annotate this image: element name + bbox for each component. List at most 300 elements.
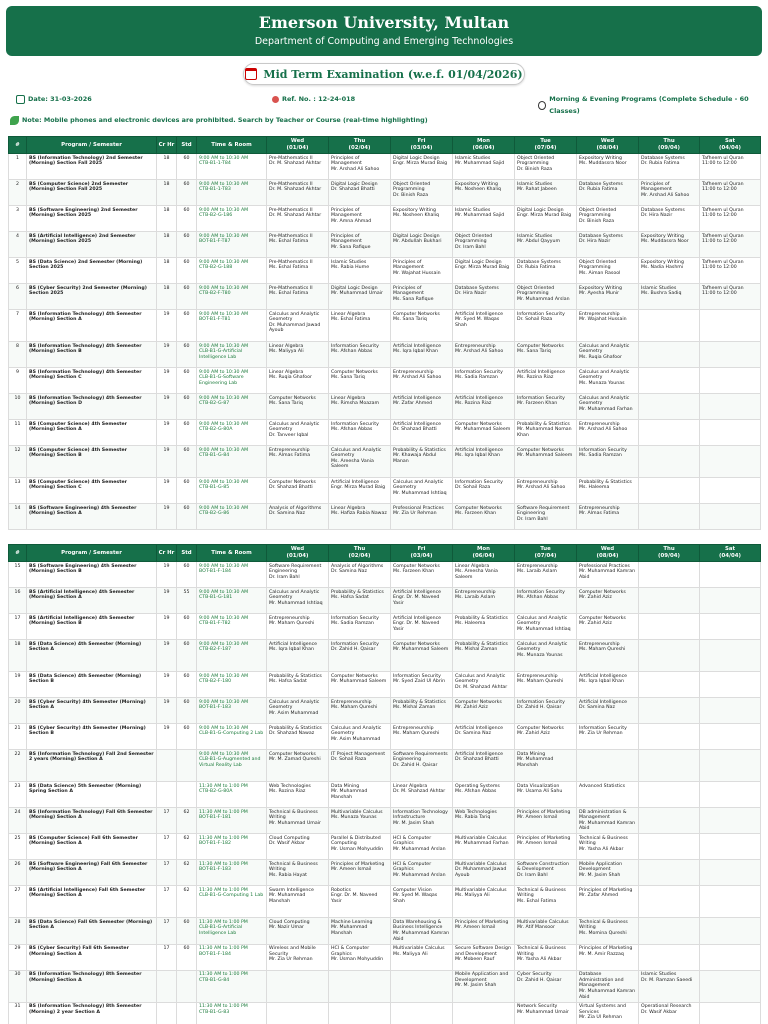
row-number: 6 xyxy=(9,284,27,310)
exam-cell: Digital Logic Design Engr. Mirza Murad Baig xyxy=(453,258,515,284)
exam-cell: Professional Practices Mr. Muhammad Kamran Abid xyxy=(577,562,639,588)
exam-cell xyxy=(639,860,700,886)
exam-cell: Robotics Engr. Dr. M. Naveed Yasir xyxy=(329,886,391,918)
exam-cell: Artificial Intelligence Mr. Zafar Ahmed xyxy=(391,394,453,420)
credit-hours: 19 xyxy=(157,394,177,420)
time-room: 9:00 AM to 10:30 AM CTB-B2-F-187 xyxy=(197,640,267,672)
table-row xyxy=(9,750,761,782)
exam-cell: Network Security Mr. Muhammad Umair xyxy=(515,1002,577,1024)
exam-cell xyxy=(700,724,761,750)
student-count: 60 xyxy=(177,206,197,232)
column-header: # xyxy=(9,545,27,562)
program-semester: BS (Information Technology) 4th Semester (Morning) Section B xyxy=(27,342,157,368)
exam-cell: Tafheem ul Quran 11:00 to 12:00 xyxy=(700,154,761,180)
exam-cell: Probability & Statistics Mr. Khawaja Abdul Manan xyxy=(391,446,453,478)
exam-cell: Artificial Intelligence Ms. Rozina Riaz xyxy=(453,394,515,420)
exam-cell: Expository Writing Ms. Nadia Hashmi xyxy=(639,258,700,284)
exam-cell: Artificial Intelligence Ms. Iqra Iqbal Khan xyxy=(267,640,329,672)
credit-hours: 18 xyxy=(157,232,177,258)
credit-hours: 19 xyxy=(157,562,177,588)
time-room: 9:00 AM to 10:30 AM CTB-B1-1-T83 xyxy=(197,180,267,206)
exam-cell: Computer Networks Mr. Zahid Aziz xyxy=(577,614,639,640)
student-count xyxy=(177,782,197,808)
program-semester: BS (Information Technology) 8th Semester (Morning) 2 year Section A xyxy=(27,1002,157,1024)
program-semester: BS (Software Engineering) 2nd Semester (Morning) Section 2025 xyxy=(27,206,157,232)
exam-cell: Database Systems Dr. Hira Nazir xyxy=(639,206,700,232)
exam-cell: Artificial Intelligence Dr. Shahzad Bhatti xyxy=(453,750,515,782)
program-semester: BS (Information Technology) Fall 6th Semester (Morning) Section A xyxy=(27,808,157,834)
exam-cell: Probability & Statistics Ms. Haleema xyxy=(577,478,639,504)
time-room: 11:30 AM to 1:00 PM BOT-B1-F-183 xyxy=(197,860,267,886)
table-row xyxy=(9,478,761,504)
student-count: 62 xyxy=(177,860,197,886)
exam-cell xyxy=(639,614,700,640)
table-row xyxy=(9,394,761,420)
column-header: Tue (07/04) xyxy=(515,545,577,562)
student-count: 62 xyxy=(177,886,197,918)
exam-cell: Islamic Studies Ms. Bushra Sadiq xyxy=(639,284,700,310)
meta-row xyxy=(10,93,758,115)
clock-icon xyxy=(538,101,546,110)
exam-cell: Linear Algebra Dr. M. Shahzad Akhtar xyxy=(391,782,453,808)
column-header: Thu (09/04) xyxy=(639,545,700,562)
exam-cell: Calculus and Analytic Geometry Mr. Muhammad Ishtiaq xyxy=(515,614,577,640)
row-number: 24 xyxy=(9,808,27,834)
column-header: Cr Hr xyxy=(157,545,177,562)
exam-cell: Probability & Statistics Ms. Mishal Zaman xyxy=(453,640,515,672)
exam-cell: Software Requirement Engineering Dr. Iram Bahl xyxy=(515,504,577,530)
exam-cell: Technical & Business Writing Mr. Yasha Ali Akbar xyxy=(515,944,577,970)
column-header: Wed (01/04) xyxy=(267,545,329,562)
exam-cell xyxy=(639,918,700,944)
pin-icon xyxy=(272,96,279,103)
exam-cell: Virtual Systems and Services Mr. Zia Ul Rehman xyxy=(577,1002,639,1024)
exam-cell: Principles of Marketing Mr. Ameen Ismail xyxy=(453,918,515,944)
exam-cell: Object Oriented Programming Dr. Iram Bahl xyxy=(453,232,515,258)
exam-cell: Islamic Studies Mr. Muhammad Sajid xyxy=(453,154,515,180)
credit-hours: 19 xyxy=(157,724,177,750)
student-count: 60 xyxy=(177,394,197,420)
exam-cell xyxy=(639,446,700,478)
program-semester: BS (Data Science) 4th Semester (Morning) Section A xyxy=(27,640,157,672)
exam-cell: Principles of Management Ms. Sana Rafique xyxy=(391,284,453,310)
exam-cell: Pre-Mathematics II Dr. M. Shahzad Akhtar xyxy=(267,206,329,232)
exam-cell: Information Technology Infrastructure Mr. M. Jasim Shah xyxy=(391,808,453,834)
time-room: 9:00 AM to 10:30 AM CTB-B1-F-T82 xyxy=(197,614,267,640)
exam-cell: Computer Networks Mr. Zahid Aziz xyxy=(577,588,639,614)
exam-cell: Expository Writing Ms. Muddassra Noor xyxy=(639,232,700,258)
exam-cell xyxy=(700,782,761,808)
exam-cell: Calculus and Analytic Geometry Ms. Munaza Younas xyxy=(515,640,577,672)
exam-cell: Information Security Ms. Afshan Abbas xyxy=(515,588,577,614)
header-banner xyxy=(6,6,762,56)
credit-hours: 17 xyxy=(157,944,177,970)
exam-cell xyxy=(700,504,761,530)
exam-cell xyxy=(391,970,453,1002)
row-number: 22 xyxy=(9,750,27,782)
exam-cell xyxy=(700,860,761,886)
row-number: 3 xyxy=(9,206,27,232)
exam-cell xyxy=(700,310,761,342)
exam-cell xyxy=(639,944,700,970)
time-room: 11:30 AM to 1:00 PM CTB-B1-G-84 xyxy=(197,970,267,1002)
exam-cell: Calculus and Analytic Geometry Ms. Munaza Younas xyxy=(577,368,639,394)
exam-cell: Probability & Statistics Dr. Shahzad Nawaz xyxy=(267,724,329,750)
exam-cell: Machine Learning Mr. Muhammad Manshah xyxy=(329,918,391,944)
exam-cell: Entrepreneurship Mr. Maham Qureshi xyxy=(267,614,329,640)
table-row xyxy=(9,944,761,970)
exam-cell: Calculus and Analytic Geometry Mr. Asim Muhammad xyxy=(267,698,329,724)
exam-cell: Entrepreneurship Ms. Almas Fatima xyxy=(267,446,329,478)
credit-hours: 18 xyxy=(157,206,177,232)
student-count: 60 xyxy=(177,478,197,504)
table-row xyxy=(9,342,761,368)
exam-cell: Principles of Marketing Mr. M. Amir Razzaq xyxy=(577,944,639,970)
exam-cell xyxy=(577,750,639,782)
row-number: 8 xyxy=(9,342,27,368)
exam-cell: Islamic Studies Ms. Rabia Hume xyxy=(329,258,391,284)
exam-cell: Information Security Ms. Sadia Ramzan xyxy=(577,446,639,478)
credit-hours xyxy=(157,750,177,782)
student-count: 60 xyxy=(177,368,197,394)
exam-cell: Principles of Marketing Mr. Ameen Ismail xyxy=(329,860,391,886)
exam-cell: Data Warehousing & Business Intelligence Mr. Muhammad Kamran Abid xyxy=(391,918,453,944)
column-header: Cr Hr xyxy=(157,137,177,154)
exam-cell: Multivariable Calculus Ms. Munaza Younas xyxy=(329,808,391,834)
credit-hours: 19 xyxy=(157,368,177,394)
exam-cell xyxy=(639,750,700,782)
exam-cell xyxy=(391,1002,453,1024)
exam-cell: Information Security Dr. Zahid H. Qaisar xyxy=(515,698,577,724)
exam-cell: Tafheem ul Quran 11:00 to 12:00 xyxy=(700,232,761,258)
exam-cell xyxy=(639,562,700,588)
column-header: Wed (08/04) xyxy=(577,545,639,562)
exam-cell: Principles of Management Mr. Wajahat Hussain xyxy=(391,258,453,284)
exam-cell: Calculus and Analytic Geometry Ms. Areesha Vania Saleem xyxy=(329,446,391,478)
exam-cell: Linear Algebra Ms. Maliyya Ali xyxy=(267,342,329,368)
time-room: 9:00 AM to 10:30 AM CTB-B2-G-80A xyxy=(197,420,267,446)
exam-cell xyxy=(639,310,700,342)
exam-cell xyxy=(639,394,700,420)
exam-cell: Entrepreneurship Ms. Maham Qureshi xyxy=(577,640,639,672)
exam-cell: Digital Logic Design Mr. Muhammad Umair xyxy=(329,284,391,310)
student-count: 60 xyxy=(177,284,197,310)
exam-cell: Information Security Mr. Zia Ur Rehman xyxy=(577,724,639,750)
exam-cell: Artificial Intelligence Mr. Syed M. Waqas Shah xyxy=(453,310,515,342)
exam-cell: HCI & Computer Graphics Mr. Muhammad Arslan xyxy=(391,834,453,860)
exam-cell: Principles of Management Mr. Amna Ahmad xyxy=(329,206,391,232)
column-header: Sat (04/04) xyxy=(700,545,761,562)
exam-cell: Artificial Intelligence Dr. Samina Naz xyxy=(577,698,639,724)
row-number: 17 xyxy=(9,614,27,640)
exam-cell: Artificial Intelligence Ms. Iqra Iqbal Khan xyxy=(391,342,453,368)
program-semester: BS (Data Science) Fall 6th Semester (Morning) Section A xyxy=(27,918,157,944)
exam-cell xyxy=(639,672,700,698)
program-semester: BS (Artificial Intelligence) 4th Semester (Morning) Section A xyxy=(27,588,157,614)
exam-cell: Information Security Dr. Sohail Raza xyxy=(453,478,515,504)
exam-cell: Web Technologies Ms. Rozina Riaz xyxy=(267,782,329,808)
exam-cell: Multivariable Calculus Ms. Maliyya Ali xyxy=(391,944,453,970)
exam-cell: Digital Logic Design Mr. Abdullah Bukhari xyxy=(391,232,453,258)
exam-cell: Object Oriented Programming Dr. Binish Raza xyxy=(515,154,577,180)
date-info xyxy=(16,93,92,105)
row-number: 15 xyxy=(9,562,27,588)
note-text: Note: Mobile phones and electronic devices are prohibited. Search by Teacher or Course (real-time highlighting) xyxy=(22,116,428,124)
exam-cell: Calculus and Analytic Geometry Dr. Muhammad Jawad Ayoub xyxy=(267,310,329,342)
exam-cell: Analysis of Algorithms Dr. Samina Naz xyxy=(329,562,391,588)
time-room: 9:00 AM to 10:30 AM BOT-B1-F-T87 xyxy=(197,232,267,258)
credit-hours: 19 xyxy=(157,672,177,698)
exam-cell xyxy=(700,614,761,640)
student-count xyxy=(177,750,197,782)
date-text: Date: 31-03-2026 xyxy=(28,95,92,103)
exam-cell: Information Security Dr. Zahid H. Qaisar xyxy=(329,640,391,672)
table-row xyxy=(9,420,761,446)
program-semester: BS (Computer Science) 4th Semester (Morning) Section C xyxy=(27,478,157,504)
exam-cell: Operational Research Dr. Wasif Akbar xyxy=(639,1002,700,1024)
table-row xyxy=(9,446,761,478)
row-number: 20 xyxy=(9,698,27,724)
row-number: 16 xyxy=(9,588,27,614)
row-number: 27 xyxy=(9,886,27,918)
exam-cell: Computer Networks Mr. Zahid Aziz xyxy=(515,724,577,750)
exam-cell: Islamic Studies Dr. M. Ramzan Saeedi xyxy=(639,970,700,1002)
credit-hours: 19 xyxy=(157,588,177,614)
program-semester: BS (Cyber Security) Fall 6th Semester (Morning) Section A xyxy=(27,944,157,970)
program-semester: BS (Information Technology) 4th Semester (Morning) Section C xyxy=(27,368,157,394)
exam-cell xyxy=(267,1002,329,1024)
column-header: Wed (08/04) xyxy=(577,137,639,154)
table-row xyxy=(9,672,761,698)
exam-cell: Swarm Intelligence Mr. Muhammad Manshah xyxy=(267,886,329,918)
table-row xyxy=(9,1002,761,1024)
table-row xyxy=(9,970,761,1002)
row-number: 31 xyxy=(9,1002,27,1024)
exam-cell xyxy=(639,420,700,446)
exam-cell: Advanced Statistics xyxy=(577,782,639,808)
exam-cell: Calculus and Analytic Geometry Mr. Asim Muhammad xyxy=(329,724,391,750)
column-header: Program / Semester xyxy=(27,545,157,562)
exam-cell: Technical & Business Writing Mr. Yasha Ali Akbar xyxy=(577,834,639,860)
exam-cell: Database Systems Dr. Hira Nazir xyxy=(453,284,515,310)
table-row xyxy=(9,258,761,284)
exam-cell: Digital Logic Design Engr. Mirza Murad Baig xyxy=(391,154,453,180)
program-semester: BS (Software Engineering) 4th Semester (Morning) Section A xyxy=(27,504,157,530)
exam-cell: Linear Algebra Ms. Areesha Vania Saleem xyxy=(453,562,515,588)
exam-cell: Probability & Statistics Ms. Mishal Zaman xyxy=(391,698,453,724)
exam-cell: Probability & Statistics Ms. Hafsa Sadat xyxy=(329,588,391,614)
table-row xyxy=(9,232,761,258)
exam-cell: Object Oriented Programming Mr. Muhammad Arslan xyxy=(515,284,577,310)
exam-cell: Pre-Mathematics II Dr. M. Shahzad Akhtar xyxy=(267,180,329,206)
row-number: 18 xyxy=(9,640,27,672)
time-room: 9:00 AM to 10:30 AM CTB-B1-G-85 xyxy=(197,478,267,504)
student-count: 62 xyxy=(177,834,197,860)
program-semester: BS (Computer Science) Fall 6th Semester (Morning) Section A xyxy=(27,834,157,860)
time-room: 9:00 AM to 10:30 AM CTB-B2-G-188 xyxy=(197,258,267,284)
exam-cell: Tafheem ul Quran 11:00 to 12:00 xyxy=(700,284,761,310)
exam-cell xyxy=(700,970,761,1002)
calendar-icon xyxy=(16,95,25,104)
row-number: 28 xyxy=(9,918,27,944)
exam-cell xyxy=(700,562,761,588)
note-bar xyxy=(10,114,758,126)
program-semester: BS (Artificial Intelligence) 4th Semester (Morning) Section B xyxy=(27,614,157,640)
department-name: Department of Computing and Emerging Technologies xyxy=(254,36,514,47)
column-header: Time & Room xyxy=(197,137,267,154)
row-number: 13 xyxy=(9,478,27,504)
program-semester: BS (Data Science) 2nd Semester (Morning) Section 2025 xyxy=(27,258,157,284)
exam-cell: Mobile Application Development Mr. M. Jasim Shah xyxy=(577,860,639,886)
column-header: Mon (06/04) xyxy=(453,137,515,154)
student-count: 60 xyxy=(177,724,197,750)
leaf-icon xyxy=(10,116,19,125)
column-header: Time & Room xyxy=(197,545,267,562)
program-semester: BS (Computer Science) 4th Semester (Morning) Section A xyxy=(27,420,157,446)
exam-cell: Calculus and Analytic Geometry Dr. Tanveer Iqbal xyxy=(267,420,329,446)
time-room: 9:00 AM to 10:30 AM CLB-B1-G-Artificial Intelligence Lab xyxy=(197,342,267,368)
exam-cell xyxy=(639,808,700,834)
program-semester: BS (Software Engineering) Fall 6th Semester (Morning) Section A xyxy=(27,860,157,886)
exam-cell: Computer Networks Ms. Farzeen Khan xyxy=(453,504,515,530)
credit-hours: 19 xyxy=(157,310,177,342)
table-row xyxy=(9,562,761,588)
table-row xyxy=(9,154,761,180)
time-room: 11:30 AM to 1:00 PM CTB-B2-G-80A xyxy=(197,782,267,808)
exam-cell: Database Administration and Management Mr. Muhammad Kamran Abid xyxy=(577,970,639,1002)
schedule-table-2 xyxy=(8,544,761,1024)
exam-cell: Database Systems Dr. Hira Nazir xyxy=(577,232,639,258)
university-name: Emerson University, Multan xyxy=(258,13,510,32)
credit-hours: 19 xyxy=(157,420,177,446)
table-row xyxy=(9,808,761,834)
student-count: 60 xyxy=(177,180,197,206)
credit-hours: 19 xyxy=(157,698,177,724)
exam-cell xyxy=(700,342,761,368)
exam-cell: IT Project Management Dr. Sohail Raza xyxy=(329,750,391,782)
exam-cell: Calculus and Analytic Geometry Ms. Ruqia Ghafoor xyxy=(577,342,639,368)
exam-cell: Database Systems Dr. Rubia Fatima xyxy=(515,258,577,284)
exam-cell: Wireless and Mobile Security Mr. Zia Ur Rehman xyxy=(267,944,329,970)
exam-cell: Entrepreneurship Ms. Maham Qureshi xyxy=(515,672,577,698)
program-semester: BS (Artificial Intelligence) 2nd Semester (Morning) Section 2025 xyxy=(27,232,157,258)
credit-hours: 17 xyxy=(157,886,177,918)
time-room: 9:00 AM to 10:30 AM CTB-B1-G-181 xyxy=(197,588,267,614)
exam-cell xyxy=(700,808,761,834)
column-header: # xyxy=(9,137,27,154)
exam-cell: Entrepreneurship Mr. Arshad Ali Sahoo xyxy=(577,420,639,446)
time-room: 11:30 AM to 1:00 PM BOT-B1-F-181 xyxy=(197,808,267,834)
exam-cell: Islamic Studies Mr. Rahat Jabeen xyxy=(515,180,577,206)
exam-cell: Probability & Statistics Ms. Haleema xyxy=(453,614,515,640)
student-count: 60 xyxy=(177,944,197,970)
credit-hours: 17 xyxy=(157,808,177,834)
exam-cell: Principles of Marketing Mr. Ameen Ismail xyxy=(515,834,577,860)
exam-cell xyxy=(267,970,329,1002)
exam-cell xyxy=(639,368,700,394)
student-count xyxy=(177,970,197,1002)
student-count: 60 xyxy=(177,504,197,530)
exam-cell xyxy=(639,588,700,614)
exam-cell: Object Oriented Programming Dr. Binish Raza xyxy=(577,206,639,232)
exam-cell: Computer Networks Mr. Muhammad Saleem xyxy=(329,672,391,698)
exam-cell: Database Systems Dr. Rubia Fatima xyxy=(639,154,700,180)
column-header: Std xyxy=(177,137,197,154)
exam-cell: Principles of Management Mr. Arshad Ali Sahoo xyxy=(329,154,391,180)
exam-cell: Web Technologies Ms. Rabia Tariq xyxy=(453,808,515,834)
column-header: Thu (09/04) xyxy=(639,137,700,154)
exam-cell: Computer Networks Mr. M. Zamad Qureshi xyxy=(267,750,329,782)
credit-hours: 17 xyxy=(157,834,177,860)
exam-cell: Linear Algebra Ms. Rimsha Moazam xyxy=(329,394,391,420)
program-semester: BS (Cyber Security) 4th Semester (Morning) Section A xyxy=(27,698,157,724)
exam-cell: Computer Networks Ms. Sana Tariq xyxy=(267,394,329,420)
exam-cell: Pre-Mathematics II Ms. Eshal Fatima xyxy=(267,284,329,310)
student-count: 60 xyxy=(177,154,197,180)
student-count: 60 xyxy=(177,420,197,446)
exam-cell: Software Requirement Engineering Dr. Iram Bahl xyxy=(267,562,329,588)
table-row xyxy=(9,504,761,530)
exam-cell: Calculus and Analytic Geometry Mr. Muhammad Ishtiaq xyxy=(391,478,453,504)
time-room: 9:00 AM to 10:30 AM BOT-B1-F-183 xyxy=(197,698,267,724)
time-room: 11:30 AM to 1:00 PM CLB-B1-G-Computing 1 Lab xyxy=(197,886,267,918)
exam-cell: Information Security Ms. Sadia Ramzan xyxy=(329,614,391,640)
exam-cell: Information Security Dr. Sohail Raza xyxy=(515,310,577,342)
exam-cell xyxy=(639,342,700,368)
exam-cell: Artificial Intelligence Dr. Shahzad Bhatti xyxy=(391,420,453,446)
exam-cell xyxy=(700,944,761,970)
credit-hours: 19 xyxy=(157,342,177,368)
time-room: 9:00 AM to 10:30 AM BOT-B1-F-184 xyxy=(197,562,267,588)
row-number: 1 xyxy=(9,154,27,180)
exam-cell: Computer Networks Mr. Muhammad Saleem xyxy=(453,420,515,446)
row-number: 2 xyxy=(9,180,27,206)
row-number: 19 xyxy=(9,672,27,698)
table-row xyxy=(9,180,761,206)
exam-cell xyxy=(639,782,700,808)
exam-cell: Principles of Marketing Mr. Zafar Ahmed xyxy=(577,886,639,918)
credit-hours xyxy=(157,782,177,808)
time-room: 9:00 AM to 10:30 AM CLB-B1-G-Software Engineering Lab xyxy=(197,368,267,394)
exam-cell xyxy=(329,1002,391,1024)
credit-hours: 19 xyxy=(157,446,177,478)
exam-cell: Linear Algebra Ms. Hafiza Rabia Nawaz xyxy=(329,504,391,530)
exam-cell xyxy=(639,724,700,750)
program-semester: BS (Computer Science) 4th Semester (Morning) Section B xyxy=(27,446,157,478)
exam-cell: Computer Networks Dr. Shahzad Bhatti xyxy=(267,478,329,504)
exam-cell: Information Security Ms. Sadia Ramzan xyxy=(453,368,515,394)
time-room: 9:00 AM to 10:30 AM CLB-B1-G-Augmented and Virtual Reality Lab xyxy=(197,750,267,782)
exam-cell: Computer Networks Ms. Sana Tariq xyxy=(391,310,453,342)
table-header-row xyxy=(9,545,761,562)
exam-cell: HCI & Computer Graphics Mr. Muhammad Arslan xyxy=(391,860,453,886)
exam-cell: Artificial Intelligence Engr. Mirza Murad Baig xyxy=(329,478,391,504)
student-count: 60 xyxy=(177,258,197,284)
program-semester: BS (Information Technology) 4th Semester (Morning) Section A xyxy=(27,310,157,342)
exam-cell xyxy=(700,368,761,394)
exam-cell: Computer Networks Ms. Sana Tariq xyxy=(515,342,577,368)
credit-hours: 19 xyxy=(157,478,177,504)
exam-cell: Linear Algebra Ms. Eshal Fatima xyxy=(329,310,391,342)
exam-cell: Entrepreneurship Ms. Laraib Aslam xyxy=(453,588,515,614)
row-number: 23 xyxy=(9,782,27,808)
exam-cell: Entrepreneurship Ms. Laraib Aslam xyxy=(515,562,577,588)
exam-cell: HCI & Computer Graphics Mr. Usman Mohyuddin xyxy=(329,944,391,970)
student-count: 60 xyxy=(177,310,197,342)
exam-cell: Entrepreneurship Mr. Arshad Ali Sahoo xyxy=(453,342,515,368)
exam-cell: Computer Networks Mr. Muhammad Saleem xyxy=(515,446,577,478)
exam-cell: Technical & Business Writing Mr. Muhammad Umair xyxy=(267,808,329,834)
